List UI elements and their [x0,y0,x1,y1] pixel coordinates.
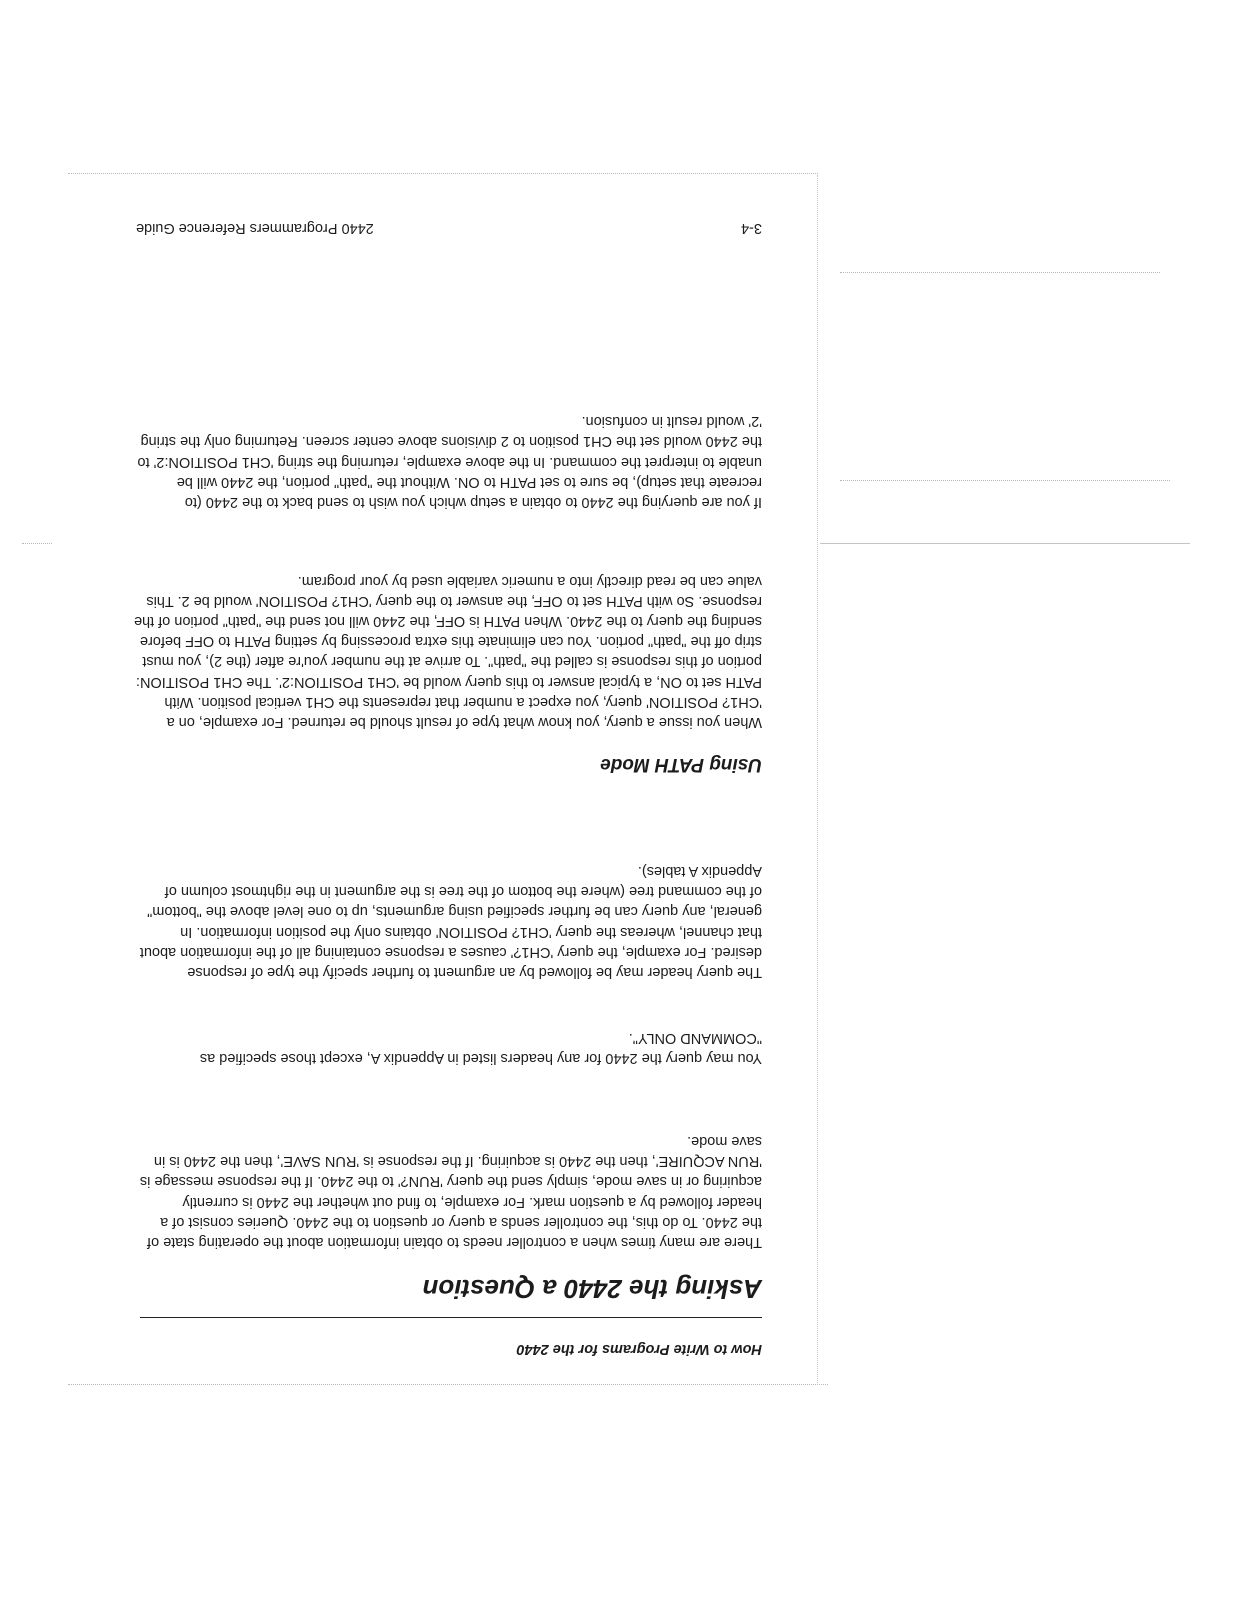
footer-document-title: 2440 Programmers Reference Guide [136,220,374,236]
header-rule [140,1317,762,1318]
paragraph-path-setup: If you are querying the 2440 to obtain a setup which you wish to send back to the 2440 (to recreate that setup), be sure to set PATH to ON. Without the "path" portion, the 2440 will be unable to interpret the command. In the above example, returning the string 'CH1 POSITION:2' to the 2440 would set the CH1 position to 2 divisions above center screen. Returning only the string '2' would result in confusion. [137,413,762,510]
paragraph-query-headers: You may query the 2440 for any headers listed in Appendix A, except those specified as "COMMAND ONLY". [199,1029,762,1066]
section-title: Asking the 2440 a Question [422,1274,762,1304]
running-head: How to Write Programs for the 2440 [516,1341,762,1357]
paragraph-query-arguments: The query header may be followed by an argument to further specify the type of response desired. For example, the query 'CH1?' causes a response containing all of the information about that channel, whereas the query 'CH1? POSITION' obtains only the position information. In general, any query can be further specified using arguments, up to one level above the "bottom" of the command tree (where the bottom of the tree is the argument in the rightmost column of Appendix A tables). [139,862,762,980]
subsection-title: Using PATH Mode [600,754,762,775]
paragraph-intro: There are many times when a controller needs to obtain information about the operating state of the 2440. To do this, the controller sends a query or question to the 2440. Queries consist of a header followed by a question mark. For example, to find out whether the 2440 is currently acquiring or in save mode, simply send the query 'RUN?' to the 2440. If the response message is 'RUN ACQUIRE', then the 2440 is acquiring. If the response is 'RUN SAVE', then the 2440 is in save mode. [139,1132,762,1250]
page-number: 3-4 [741,220,762,236]
paragraph-path-mode: When you issue a query, you know what type of result should be returned. For example, on a 'CH1? POSITION' query, you expect a number that represents the CH1 vertical position. With PATH set to ON, a typical answer to this query would be 'CH1 POSITION:2'. The CH1 POSITION: portion of this response is called the "path". To arrive at the number you're after (the 2), you must strip off the "path" portion. You can eliminate this extra processing by setting PATH to OFF before sending the query to the 2440. When PATH is OFF, the 2440 will not send the "path" portion of the response. So with PATH set to OFF, the answer to the query 'CH1? POSITION' would be 2. This value can be read directly into a numeric variable used by your program. [134,572,762,730]
